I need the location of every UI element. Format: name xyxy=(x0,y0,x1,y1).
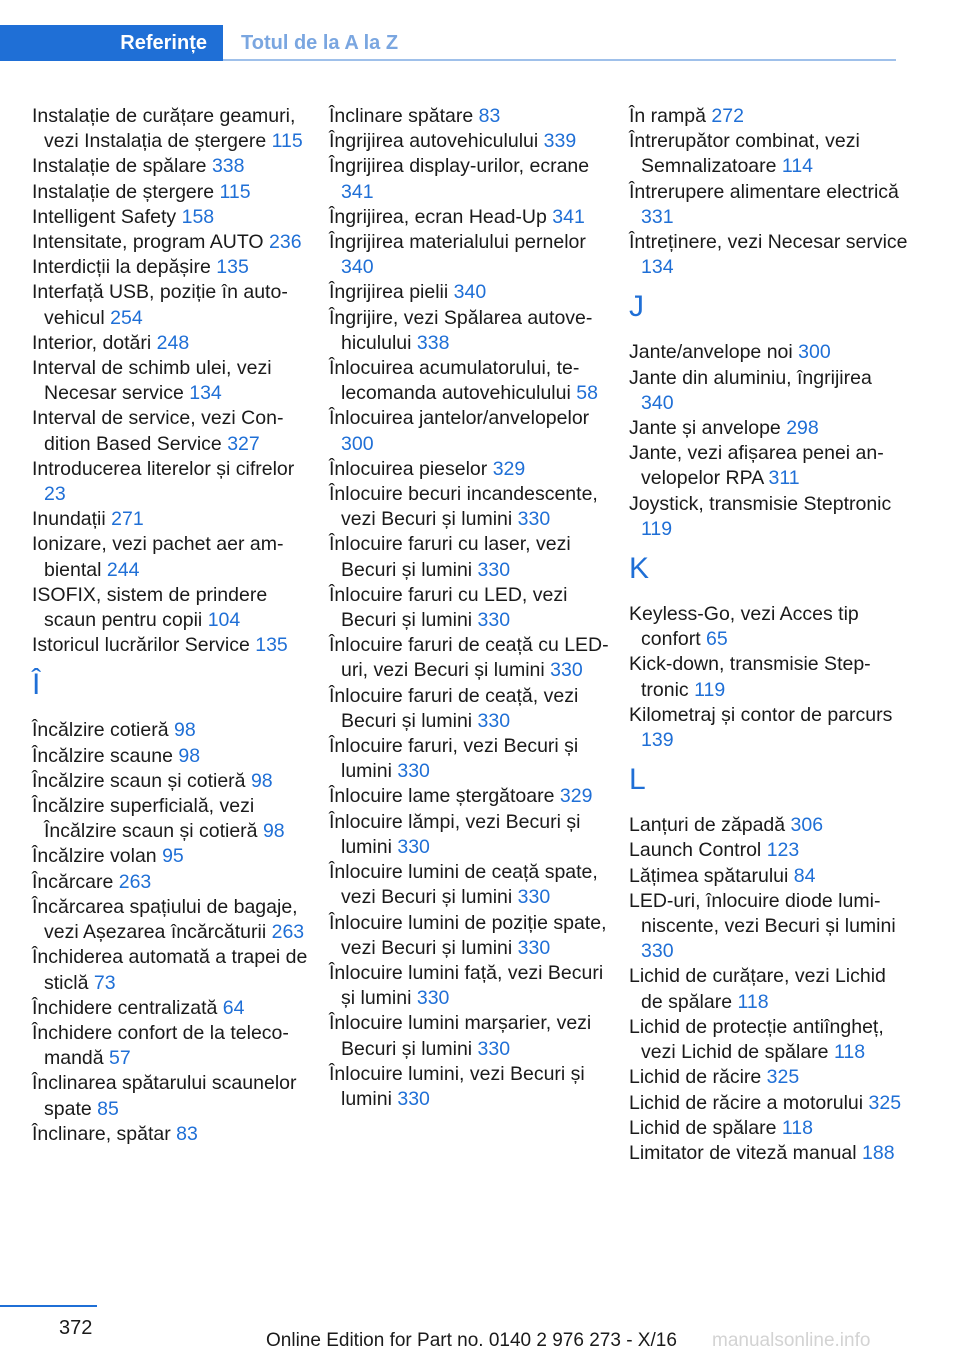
index-letter-heading: J xyxy=(629,290,644,324)
index-page-link[interactable]: 340 xyxy=(341,256,374,279)
index-entry-text: Întrerupere alimentare electrică xyxy=(629,180,899,203)
index-entry xyxy=(629,964,909,1014)
index-page-link[interactable]: 300 xyxy=(341,432,374,455)
index-page-link[interactable]: 263 xyxy=(271,921,305,944)
index-page-link[interactable]: 330 xyxy=(397,835,430,858)
index-entry-text: Îngrijirea autovehiculului xyxy=(329,130,539,153)
index-entry-text: Lichid de răcire a motorului xyxy=(629,1091,864,1114)
index-page-link[interactable]: 135 xyxy=(216,256,249,279)
index-page-link[interactable]: 298 xyxy=(786,417,819,440)
edition-note: Online Edition for Part no. 0140 2 976 273 - X/16 xyxy=(266,1330,677,1351)
index-entry-text: Lichid de spălare xyxy=(629,1116,777,1139)
index-entry xyxy=(629,1065,909,1090)
index-entry-text: Înlocuire lame ștergătoare xyxy=(329,785,555,808)
index-page-link[interactable]: 73 xyxy=(93,971,116,994)
index-page-link[interactable]: 327 xyxy=(227,432,260,455)
index-entry xyxy=(329,457,609,482)
index-page-link[interactable]: 340 xyxy=(453,281,487,304)
index-page-link[interactable]: 325 xyxy=(766,1066,800,1089)
index-page-link[interactable]: 306 xyxy=(790,814,824,837)
index-page-link[interactable]: 115 xyxy=(271,130,303,153)
index-entry xyxy=(32,406,312,456)
index-page-link[interactable]: 58 xyxy=(576,382,598,405)
index-entry xyxy=(329,911,609,961)
index-page-link[interactable]: 341 xyxy=(552,205,585,228)
index-entry xyxy=(329,230,609,280)
index-page-link[interactable]: 311 xyxy=(768,467,800,490)
index-entry-text: Istoricul lucrărilor Service xyxy=(32,634,250,657)
index-entry-text: Încărcarea spațiului de bagaje, vezi Așezarea încărcăturii xyxy=(32,895,298,944)
index-entry xyxy=(629,129,909,179)
index-entry xyxy=(629,230,909,280)
index-entry xyxy=(629,180,909,230)
index-entry-text: Instalație de curățare geamuri, vezi Instalația de ștergere xyxy=(32,105,296,153)
index-page-link[interactable]: 64 xyxy=(222,996,245,1019)
watermark: manualsonline.info xyxy=(712,1330,871,1351)
index-entry-text: Intensitate, program AUTO xyxy=(32,231,264,254)
index-entry xyxy=(329,684,609,734)
index-entry-text: Kick-down, transmisie Steptronic xyxy=(629,653,871,701)
index-entry-text: Lățimea spătarului xyxy=(629,864,789,887)
index-entry-text: Înlocuire faruri cu laser, vezi Becuri și lumini xyxy=(329,533,571,581)
index-page-link[interactable]: 114 xyxy=(781,155,814,178)
index-page-link[interactable]: 115 xyxy=(219,180,251,203)
index-entry xyxy=(32,1071,312,1121)
index-page-link[interactable]: 338 xyxy=(211,155,245,178)
index-entry-text: Introducerea literelor și cifrelor xyxy=(32,457,295,480)
index-entry xyxy=(329,154,609,204)
index-page-link[interactable]: 330 xyxy=(416,987,450,1010)
index-entry-text: Înlocuire lămpi, vezi Becuri și lumini xyxy=(329,810,581,858)
index-page-link[interactable]: 300 xyxy=(798,341,831,364)
index-entry xyxy=(32,583,312,633)
index-entry-text: Întrerupător combinat, vezi Semnalizatoare xyxy=(629,130,860,178)
index-page-link[interactable]: 135 xyxy=(255,634,288,657)
index-entry-text: Închiderea automată a trapei de sticlă xyxy=(32,946,308,994)
index-entry-text: Jante din aluminiu, îngrijirea xyxy=(629,366,872,389)
index-entry xyxy=(629,703,909,753)
index-entry xyxy=(329,583,609,633)
index-entry xyxy=(629,1015,909,1065)
index-page-link[interactable]: 83 xyxy=(478,105,501,127)
index-column-3 xyxy=(629,104,909,1166)
index-page-link[interactable]: 330 xyxy=(477,558,511,581)
index-page-link[interactable]: 119 xyxy=(641,517,673,540)
index-entry xyxy=(329,406,609,456)
index-page-link[interactable]: 118 xyxy=(833,1041,866,1064)
index-entry xyxy=(32,895,312,945)
index-entry xyxy=(32,1122,312,1147)
index-entry xyxy=(329,306,609,356)
index-entry xyxy=(32,356,312,406)
index-entry xyxy=(32,532,312,582)
index-entry xyxy=(629,889,909,965)
header-rule xyxy=(223,59,896,61)
index-entry-text: Inundații xyxy=(32,508,106,531)
index-entry-text: Înlocuirea pieselor xyxy=(329,457,488,480)
index-entry xyxy=(32,744,312,769)
index-entry xyxy=(32,507,312,532)
index-entry-text: Lichid de răcire xyxy=(629,1066,762,1089)
index-page-link[interactable]: 330 xyxy=(477,609,511,632)
index-entry xyxy=(629,1091,909,1116)
index-entry xyxy=(32,1021,312,1071)
index-entry-text: Încălzire scaune xyxy=(32,744,173,767)
section-tab-a-to-z[interactable]: Totul de la A la Z xyxy=(241,31,399,54)
index-page-link[interactable]: 331 xyxy=(641,205,674,228)
index-entry-text: Limitator de viteză manual xyxy=(629,1141,857,1164)
index-entry-text: Înclinare spătare xyxy=(329,105,474,127)
index-entry xyxy=(329,860,609,910)
index-entry-text: Jante, vezi afișarea penei anvelopelor RPA xyxy=(629,442,884,490)
index-entry xyxy=(32,718,312,743)
index-page-link[interactable]: 98 xyxy=(173,719,196,742)
footer-rule xyxy=(0,1305,97,1307)
index-entry-text: Încărcare xyxy=(32,870,114,893)
index-entry xyxy=(629,1141,909,1166)
index-entry xyxy=(32,996,312,1021)
index-entry xyxy=(629,813,909,838)
index-entry xyxy=(629,366,909,416)
index-entry xyxy=(329,356,609,406)
index-entry xyxy=(629,838,909,863)
index-entry-text: Încălzire volan xyxy=(32,845,157,868)
index-entry xyxy=(329,633,609,683)
index-page-link[interactable]: 98 xyxy=(250,769,273,792)
index-page-link[interactable]: 330 xyxy=(550,659,583,682)
index-entry xyxy=(629,104,909,129)
index-letter-heading: K xyxy=(629,552,650,586)
index-entry-text: Instalație de spălare xyxy=(32,155,207,178)
index-page-link[interactable]: 330 xyxy=(517,886,551,909)
index-entry-text: Înlocuirea jantelor/anvelopelor xyxy=(329,407,590,430)
index-page-link[interactable]: 271 xyxy=(111,508,144,531)
index-entry xyxy=(32,255,312,280)
index-entry xyxy=(329,961,609,1011)
index-entry xyxy=(329,734,609,784)
index-entry xyxy=(32,633,312,658)
index-entry-text: Încălzire superficială, vezi Încălzire scaun și cotieră xyxy=(32,795,258,843)
index-page-link[interactable]: 329 xyxy=(559,785,593,808)
index-entry-text: Jante și anvelope xyxy=(629,417,781,440)
index-entry-text: Îngrijire, vezi Spălarea autovehiculului xyxy=(329,306,593,354)
index-page-link[interactable]: 330 xyxy=(397,760,430,783)
index-page-link[interactable]: 330 xyxy=(397,1087,430,1110)
index-entry xyxy=(629,652,909,702)
index-entry-text: Lichid de protecție antiîngheț, vezi Lichid de spălare xyxy=(629,1015,884,1064)
index-entry xyxy=(32,180,312,205)
section-tab-references[interactable]: Referințe xyxy=(0,25,223,61)
index-entry xyxy=(32,457,312,507)
index-page-link[interactable]: 341 xyxy=(341,180,374,203)
index-page-link[interactable]: 338 xyxy=(416,331,450,354)
index-entry-text: Înlocuire lumini de poziție spate, vezi Becuri și lumini xyxy=(329,911,607,959)
index-entry-text: LED-uri, înlocuire diode luminiscente, vezi Becuri și lumini xyxy=(629,889,896,938)
index-page-link[interactable]: 325 xyxy=(868,1091,902,1114)
index-entry-text: Joystick, transmisie Steptronic xyxy=(629,492,892,515)
index-entry xyxy=(32,870,312,895)
index-entry xyxy=(329,784,609,809)
index-entry-text: Înlocuire lumini marșarier, vezi Becuri și lumini xyxy=(329,1012,592,1060)
index-entry-text: Înlocuire lumini de ceață spate, vezi Becuri și lumini xyxy=(329,861,598,909)
index-entry-text: Înlocuire faruri de ceață, vezi Becuri și lumini xyxy=(329,684,579,732)
index-page-link[interactable]: 254 xyxy=(110,306,143,329)
index-entry-text: Îngrijirea pielii xyxy=(329,281,449,304)
index-entry-text: Înlocuire faruri cu LED, vezi Becuri și lumini xyxy=(329,583,568,632)
index-page-link[interactable]: 118 xyxy=(781,1116,813,1139)
index-page-link[interactable]: 98 xyxy=(262,820,285,843)
index-entry xyxy=(32,154,312,179)
index-entry xyxy=(32,794,312,844)
index-page-link[interactable]: 244 xyxy=(106,558,140,581)
index-entry xyxy=(32,844,312,869)
index-entry-text: Interval de service, vezi Condition Based Service xyxy=(32,407,284,455)
index-page-link[interactable]: 272 xyxy=(711,105,744,127)
index-entry-text: Încălzire cotieră xyxy=(32,719,169,742)
index-page-link[interactable]: 139 xyxy=(641,729,674,752)
index-entry xyxy=(329,104,609,129)
index-entry-text: ISOFIX, sistem de prindere scaun pentru copii xyxy=(32,583,268,632)
index-entry xyxy=(329,205,609,230)
index-entry xyxy=(32,280,312,330)
index-entry-text: Interior, dotări xyxy=(32,331,152,354)
index-entry-text: Jante/anvelope noi xyxy=(629,341,793,364)
index-entry-text: Înlocuire lumini față, vezi Becuri și lumini xyxy=(329,961,604,1010)
index-column-2 xyxy=(329,104,609,1112)
index-page-link[interactable]: 65 xyxy=(706,628,728,651)
index-entry xyxy=(32,104,312,154)
index-entry-text: În rampă xyxy=(629,105,706,127)
index-entry-text: Lanțuri de zăpadă xyxy=(629,814,786,837)
index-entry xyxy=(329,482,609,532)
index-page-link[interactable]: 330 xyxy=(477,1037,511,1060)
index-page-link[interactable]: 339 xyxy=(543,130,577,153)
index-entry xyxy=(629,1116,909,1141)
index-entry-text: Interval de schimb ulei, vezi Necesar service xyxy=(32,357,272,405)
index-entry xyxy=(329,129,609,154)
index-entry-text: Interdicții la depășire xyxy=(32,256,211,279)
index-page-link[interactable]: 104 xyxy=(207,609,241,632)
index-entry-text: Îngrijirea, ecran Head-Up xyxy=(329,205,547,228)
index-page-link[interactable]: 188 xyxy=(862,1141,895,1164)
index-entry-text: Închidere confort de la telecomandă xyxy=(32,1021,289,1070)
index-entry xyxy=(329,280,609,305)
index-entry xyxy=(32,331,312,356)
index-entry-text: Înlocuire faruri, vezi Becuri și lumini xyxy=(329,735,579,783)
index-entry-text: Îngrijirea materialului pernelor xyxy=(329,231,586,254)
index-letter-heading: L xyxy=(629,763,646,797)
index-entry-text: Ionizare, vezi pachet aer ambiental xyxy=(32,533,284,581)
index-entry xyxy=(329,532,609,582)
index-entry xyxy=(329,1062,609,1112)
page-header xyxy=(0,25,896,61)
index-page-link[interactable]: 23 xyxy=(44,483,66,506)
index-page-link[interactable]: 236 xyxy=(269,231,302,254)
index-entry-text: Întreținere, vezi Necesar service xyxy=(629,231,908,254)
index-entry-text: Înclinarea spătarului scaunelor spate xyxy=(32,1072,297,1120)
index-entry xyxy=(629,441,909,491)
index-entry-text: Intelligent Safety xyxy=(32,205,177,228)
index-column-1 xyxy=(32,104,312,1147)
index-page-link[interactable]: 248 xyxy=(156,331,190,354)
index-entry xyxy=(32,945,312,995)
index-entry-text: Interfață USB, poziție în autovehicul xyxy=(32,281,288,329)
index-entry xyxy=(629,340,909,365)
index-page-link[interactable]: 98 xyxy=(178,744,201,767)
index-entry-text: Înclinare, spătar xyxy=(32,1122,171,1145)
index-page-link[interactable]: 329 xyxy=(492,457,526,480)
index-entry-text: Keyless-Go, vezi Acces tip confort xyxy=(629,603,859,651)
index-page-link[interactable]: 119 xyxy=(694,678,726,701)
index-entry-text: Închidere centralizată xyxy=(32,996,218,1019)
page-number: 372 xyxy=(59,1317,93,1339)
index-entry xyxy=(32,769,312,794)
index-entry-text: Lichid de curățare, vezi Lichid de spălare xyxy=(629,965,886,1013)
index-entry xyxy=(629,492,909,542)
index-entry-text: Înlocuirea acumulatorului, telecomanda autovehiculului xyxy=(329,357,580,405)
index-page-link[interactable]: 330 xyxy=(641,940,674,963)
index-page-link[interactable]: 134 xyxy=(189,382,222,405)
index-entry-text: Înlocuire lumini, vezi Becuri și lumini xyxy=(329,1062,585,1110)
index-entry-text: Îngrijirea display-urilor, ecrane xyxy=(329,155,590,178)
index-page-link[interactable]: 85 xyxy=(97,1097,119,1120)
index-entry-text: Înlocuire faruri de ceață cu LED-uri, vezi Becuri și lumini xyxy=(329,634,609,682)
index-page-link[interactable]: 95 xyxy=(162,845,184,868)
index-entry xyxy=(629,416,909,441)
index-entry-text: Kilometraj și contor de parcurs xyxy=(629,703,893,726)
index-letter-heading: Î xyxy=(32,668,41,702)
index-page-link[interactable]: 83 xyxy=(176,1122,198,1145)
index-page-link[interactable]: 134 xyxy=(641,256,674,279)
index-page-link[interactable]: 263 xyxy=(118,870,152,893)
index-entry xyxy=(329,1011,609,1061)
index-page-link[interactable]: 57 xyxy=(109,1047,131,1070)
index-page-link[interactable]: 118 xyxy=(737,990,769,1013)
index-entry-text: Încălzire scaun și cotieră xyxy=(32,769,246,792)
index-page-link[interactable]: 330 xyxy=(477,709,511,732)
index-page-link[interactable]: 158 xyxy=(181,205,215,228)
index-page-link[interactable]: 330 xyxy=(517,508,551,531)
index-entry xyxy=(32,230,312,255)
index-page-link[interactable]: 330 xyxy=(517,936,551,959)
index-entry xyxy=(629,602,909,652)
index-entry-text: Înlocuire becuri incandescente, vezi Becuri și lumini xyxy=(329,483,598,531)
index-entry xyxy=(629,864,909,889)
index-page-link[interactable]: 123 xyxy=(766,839,800,862)
index-entry xyxy=(329,810,609,860)
index-page-link[interactable]: 340 xyxy=(641,391,674,414)
index-entry-text: Instalație de ștergere xyxy=(32,180,215,203)
index-entry-text: Launch Control xyxy=(629,839,762,862)
index-page-link[interactable]: 84 xyxy=(793,864,816,887)
index-entry xyxy=(32,205,312,230)
